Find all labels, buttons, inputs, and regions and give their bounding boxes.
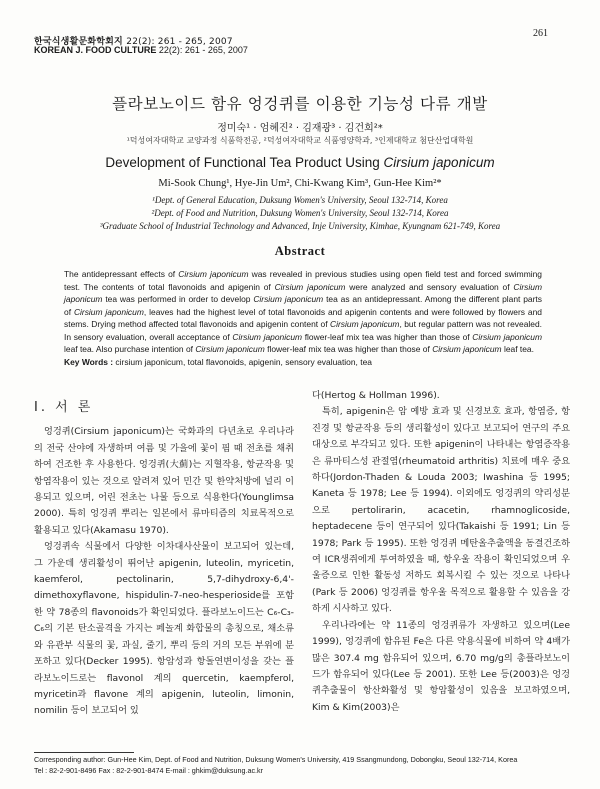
keywords-list: cirsium japonicum, total flavonoids, apigenin, sensory evaluation, tea (113, 357, 372, 367)
page-number: 261 (533, 28, 548, 39)
abstract-body (64, 268, 542, 356)
journal-title-en: KOREAN J. FOOD CULTURE (34, 45, 157, 55)
affiliation-english-1: ¹Dept. of General Education, Duksung Women's University, Seoul 132-714, Korea (152, 195, 448, 205)
keywords (64, 357, 542, 367)
body-column-right (312, 388, 570, 716)
title-korean: 플라보노이드 함유 엉겅퀴를 이용한 기능성 다류 개발 (112, 95, 488, 113)
abstract-species-name: Cirsium japonicum (432, 344, 502, 354)
abstract-text: flower-leaf mix tea was higher than those of (302, 331, 473, 342)
journal-citation-en: 22(2): 261 - 265, 2007 (158, 45, 248, 55)
footnote-corresponding-author: Corresponding author: Gun-Hee Kim, Dept. of Food and Nutrition, Duksung Women's University, 419 Ssangmundong, Dobongku, Seoul 132-714, Korea (34, 755, 518, 764)
abstract-species-name: Cirsium japonicum (178, 269, 249, 279)
abstract-text: tea as an antidepressant. Among the different plant parts of (64, 294, 542, 317)
abstract-text: were analyzed and sensory evaluation of (345, 281, 514, 292)
abstract-text: leaf tea. Also purchase intention of (64, 344, 196, 354)
title-english (0, 155, 600, 170)
footnote-divider (34, 752, 134, 753)
abstract-species-name: Cirsium japonicum (253, 294, 324, 304)
affiliation-korean: ¹덕성여자대학교 교양과정 식품학전공, ²덕성여자대학교 식품영양학과, ³인제대학교 첨단산업대학원 (126, 136, 474, 145)
abstract-text: flower-leaf mix tea was higher than those of (264, 344, 433, 354)
abstract-heading: Abstract (274, 244, 326, 258)
abstract-species-name: Cirsium japonicum (64, 281, 542, 304)
body-paragraph: 다(Hertog & Hollman 1996). (312, 390, 440, 401)
keywords-label: Key Words : (64, 357, 114, 367)
abstract-text: was revealed in previous studies using open field test and forced swimming test. The contents of total flavonoids and apigenin of (64, 269, 542, 292)
body-column-left (34, 388, 294, 720)
abstract-species-name: Cirsium japonicum (73, 306, 144, 317)
body-paragraph: 엉겅퀴속 식물에서 다양한 이차대사산물이 보고되어 있는데, 그 가운데 생리활성이 뛰어난 apigenin, luteolin, myricetin, kaemferol, pectolinarin, 5,7-dihydroxy-6,4'-dimethoxyflavone, hispidulin-7-neo-hesperioside를 포함한 약 78종의 flavonoids가 확인되었다. 플라보노이드는 C₆-C₃-C₆의 기본 탄소골격을 가지는 페놀계 화합물의 총칭으로, 채소류와 유관부 식물의 꽃, 과실, 줄기, 뿌리 등의 거의 모든 부위에 분포하고 있다(Decker 1995). 항암성과 항돌연변이성을 갖는 플라보노이드로는 flavonol 계의 quercetin, kaempferol, myricetin과 flavone 계의 apigenin, luteolin, limonin, nomilin 등이 보고되어 있 (34, 541, 294, 717)
abstract-text: , but regular pattern was not revealed. In sensory evaluation, overall acceptance of (64, 319, 542, 342)
body-paragraph: 우리나라에는 약 11종의 엉겅퀴류가 자생하고 있으며(Lee 1999), 엉겅퀴에 함유된 Fe은 다른 약용식물에 비하여 약 4배가 많은 307.4 mg 함유되어 있으며, 6.70 mg/g의 총플라보노이드가 함유되어 있다(Lee 등 2001). 또한 Lee 등(2003)은 엉겅퀴추출물이 항산화활성 및 항암활성이 있음을 보고하였으며, Kim & Kim(2003)은 (312, 619, 570, 713)
authors-english: Mi-Sook Chung¹, Hye-Jin Um², Chi-Kwang Kim³, Gun-Hee Kim²* (158, 178, 442, 189)
abstract-text: tea was performed in order to develop (102, 294, 254, 304)
abstract-species-name: Cirsium japonicum (472, 331, 542, 342)
abstract-species-name: Cirsium japonicum (232, 331, 303, 342)
abstract-species-name: Cirsium japonicum (195, 344, 265, 354)
affiliation-english-2: ²Dept. of Food and Nutrition, Duksung Women's University, Seoul 132-714, Korea (151, 208, 449, 218)
affiliation-english-3: ³Graduate School of Industrial Technology and Advanced, Inje University, Kimhae, Kyungnam 621-749, Korea (99, 221, 501, 231)
title-english-main: Development of Functional Tea Product Using (105, 155, 384, 170)
abstract-species-name: Cirsium japonicum (274, 281, 346, 292)
journal-citation-kr: 22(2): 261 - 265, 2007 (126, 37, 233, 47)
journal-title-kr: 한국식생활문화학회지 (34, 37, 123, 47)
journal-name-english (34, 45, 248, 55)
authors-korean: 정미숙¹ · 엄혜진² · 김재광³ · 김건희²* (217, 123, 383, 134)
footnote-contact: Tel : 82-2-901-8496 Fax : 82-2-901-8474 E-mail : ghkim@duksung.ac.kr (34, 766, 264, 775)
section-heading-introduction: I. 서 론 (34, 400, 94, 415)
abstract-species-name: Cirsium japonicum (330, 319, 400, 329)
body-paragraph: 엉겅퀴(Cirsium japonicum)는 국화과의 다년초로 우리나라의 전국 산야에 자생하며 여름 및 가을에 꽃이 핌 때 전초를 채취하여 건조한 후 사용한다. 엉겅퀴(大薊)는 지혈작용, 항균작용 및 항염작용이 있는 것으로 알려져 있어 민간 및 한약처방에 널리 이용되고 있으며, 어린 전초는 나물 등으로 식용한다(Younglimsa 2000). 특히 엉겅퀴 뿌리는 일본에서 류마티즘의 치료목적으로 활용되고 있다(Akamasu 1970). (34, 426, 294, 536)
body-paragraph: 특히, apigenin은 암 예방 효과 및 신경보호 효과, 항염증, 항진경 및 항균작용 등의 생리활성이 있다고 보고되어 연구의 주요 대상으로 부각되고 있다. 또한 apigenin이 나타내는 항염증작용은 류마티스성 관절염(rheumatoid arthritis) 치료에 매우 중요하다(Jordon-Thaden & Louda 2003; Iwashina 등 1995; Kaneta 등 1978; Lee 등 1994). 이외에도 엉겅퀴의 약리성분으로 pertolirarin, acacetin, rhamnoglicoside, heptadecene 등이 연구되어 있다(Takaishi 등 1991; Lin 등 1978; Park 등 1995). 또한 엉겅퀴 메탄올추출액을 동결건조하여 ICR생쥐에게 투여하였을 때, 항우울 작용이 확인되었으며 우울증으로 인한 활동성 저하도 회복시킬 수 있는 것으로 나타나(Park 등 2006) 엉겅퀴를 항우울 목적으로 활용할 수 있음을 강하게 시사하고 있다. (312, 406, 570, 615)
abstract-text: leaf tea. (501, 344, 534, 354)
abstract-text: , leaves had the highest level of total flavonoids and apigenin contents and were followed by flowers and stems. Drying method affected total flavonoids and apigenin content of (64, 306, 542, 329)
abstract-text: The antidepressant effects of (64, 269, 179, 279)
title-english-species: Cirsium japonicum (383, 155, 495, 170)
